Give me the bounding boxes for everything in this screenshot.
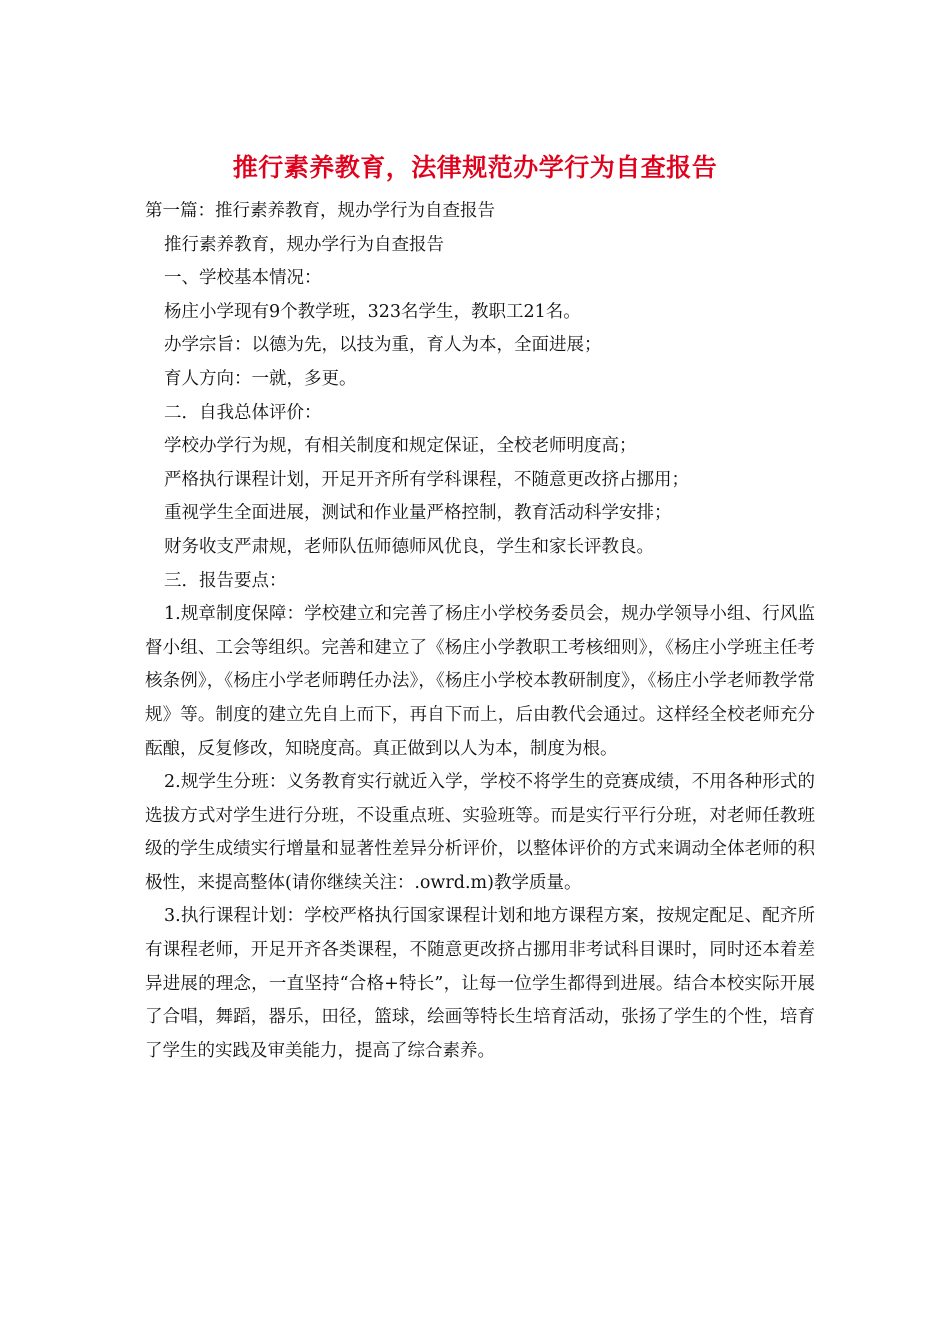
paragraph-evaluation-2: 严格执行课程计划，开足开齐所有学科课程，不随意更改挤占挪用； [164,469,689,490]
paragraph-school-stats: 杨庄小学现有9个教学班，323名学生，教职工21名。 [164,301,581,322]
paragraph-curriculum-plan: 3.执行课程计划：学校严格执行国家课程计划和地方课程方案，按规定配足、配齐所有课程老师，开足开齐各类课程，不随意更改挤占挪用非考试科目课时，同时还本着差异进展的理念，一直坚持“合格+特长”，让每一位学生都得到进展。结合本校实际开展了合唱，舞蹈，器乐，田径，篮球，绘画等特长生培育活动，张扬了学生的个性，培育了学生的实践及审美能力，提高了综合素养。 [145,906,815,1061]
section-heading-basic-info: 一、学校基本情况： [164,268,322,289]
paragraph-education-direction: 育人方向：一就，多更。 [164,368,357,389]
section-heading-key-points: 三．报告要点： [164,570,287,591]
document-title: 推行素养教育，法律规范办学行为自查报告 [232,153,718,182]
report-subtitle: 推行素养教育，规办学行为自查报告 [164,234,444,255]
paragraph-evaluation-4: 财务收支严肃规，老师队伍师德师风优良，学生和家长评教良。 [164,536,654,557]
paragraph-class-grouping: 2.规学生分班：义务教育实行就近入学，学校不将学生的竞赛成绩，不用各种形式的选拔方式对学生进行分班，不设重点班、实验班等。而是实行平行分班，对老师任教班级的学生成绩实行增量和显著性差异分析评价，以整体评价的方式来调动全体老师的积极性，来提高整体(请你继续关注：.owrd.m)教学质量。 [145,772,815,893]
paragraph-rules-system: 1.规章制度保障：学校建立和完善了杨庄小学校务委员会，规办学领导小组、行风监督小组、工会等组织。完善和建立了《杨庄小学教职工考核细则》，《杨庄小学班主任考核条例》，《杨庄小学老师聘任办法》，《杨庄小学校本教研制度》，《杨庄小学老师教学常规》等。制度的建立先自上而下，再自下而上，后由教代会通过。这样经全校老师充分酝酿，反复修改，知晓度高。真正做到以人为本，制度为根。 [145,604,815,759]
paragraph-school-mission: 办学宗旨：以德为先，以技为重，育人为本，全面进展； [164,335,602,356]
document-body [145,195,815,1068]
section-heading-self-evaluation: 二．自我总体评价： [164,402,322,423]
chapter-heading: 第一篇：推行素养教育，规办学行为自查报告 [145,201,495,221]
paragraph-evaluation-3: 重视学生全面进展，测试和作业量严格控制，教育活动科学安排； [164,503,672,524]
paragraph-evaluation-1: 学校办学行为规，有相关制度和规定保证，全校老师明度高； [164,436,637,457]
